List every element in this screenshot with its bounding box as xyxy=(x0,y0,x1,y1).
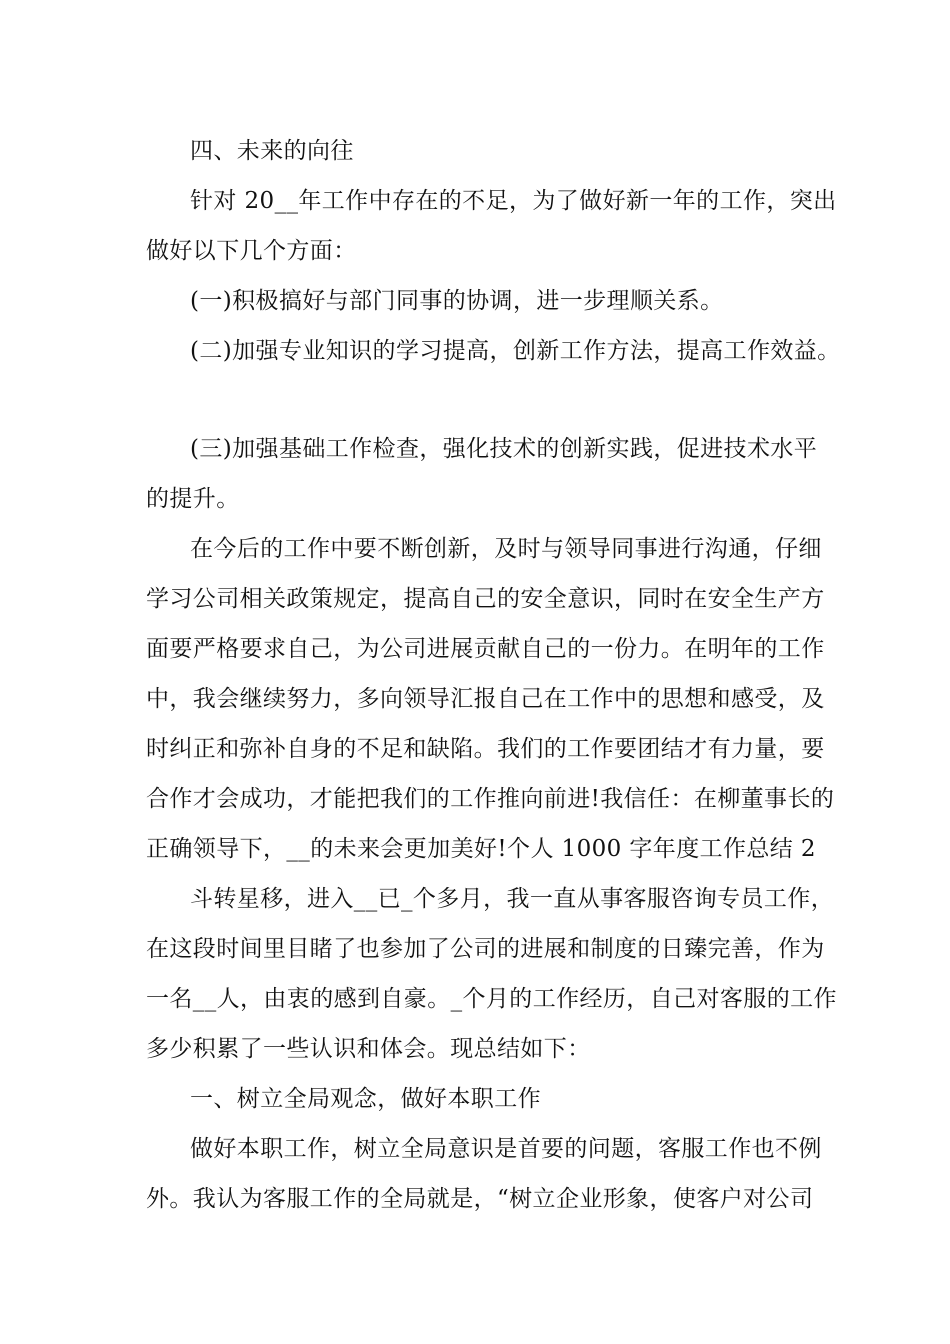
list-item-1: (一)积极搞好与部门同事的协调，进一步理顺关系。 xyxy=(190,288,724,314)
paragraph-line: 学习公司相关政策规定，提高自己的安全意识，同时在安全生产方 xyxy=(146,586,825,612)
list-item-3: (三)加强基础工作检查，强化技术的创新实践，促进技术水平 xyxy=(190,436,818,462)
paragraph-line: 做好本职工作，树立全局意识是首要的问题，客服工作也不例 xyxy=(190,1136,822,1162)
list-item-2: (二)加强专业知识的学习提高，创新工作方法，提高工作效益。 xyxy=(190,338,841,364)
paragraph-line: 面要严格要求自己，为公司进展贡献自己的一份力。在明年的工作 xyxy=(146,636,825,662)
paragraph-line: 时纠正和弥补自身的不足和缺陷。我们的工作要团结才有力量，要 xyxy=(146,736,825,762)
paragraph-line: 的提升。 xyxy=(146,486,240,512)
paragraph-line: 合作才会成功，才能把我们的工作推向前进!我信任：在柳董事长的 xyxy=(146,786,835,812)
paragraph-line: 在今后的工作中要不断创新，及时与领导同事进行沟通，仔细 xyxy=(190,536,822,562)
paragraph-line: 中，我会继续努力，多向领导汇报自己在工作中的思想和感受，及 xyxy=(146,686,825,712)
paragraph-line: 斗转星移，进入__已_个多月，我一直从事客服咨询专员工作， xyxy=(190,886,835,912)
paragraph-line: 一名__人，由衷的感到自豪。_个月的工作经历，自己对客服的工作 xyxy=(146,986,837,1012)
section-heading-overall-view: 一、树立全局观念，做好本职工作 xyxy=(190,1086,541,1112)
paragraph-line: 正确领导下，__的未来会更加美好!个人 1000 字年度工作总结 2 xyxy=(146,836,816,862)
paragraph-line: 外。我认为客服工作的全局就是，“树立企业形象，使客户对公司 xyxy=(146,1186,814,1212)
paragraph-line: 多少积累了一些认识和体会。现总结如下： xyxy=(146,1036,591,1062)
paragraph-line: 针对 20__年工作中存在的不足，为了做好新一年的工作，突出 xyxy=(190,188,837,214)
paragraph-line: 做好以下几个方面： xyxy=(146,238,357,264)
paragraph-line: 在这段时间里目睹了也参加了公司的进展和制度的日臻完善，作为 xyxy=(146,936,825,962)
section-heading-future: 四、未来的向往 xyxy=(190,138,354,164)
